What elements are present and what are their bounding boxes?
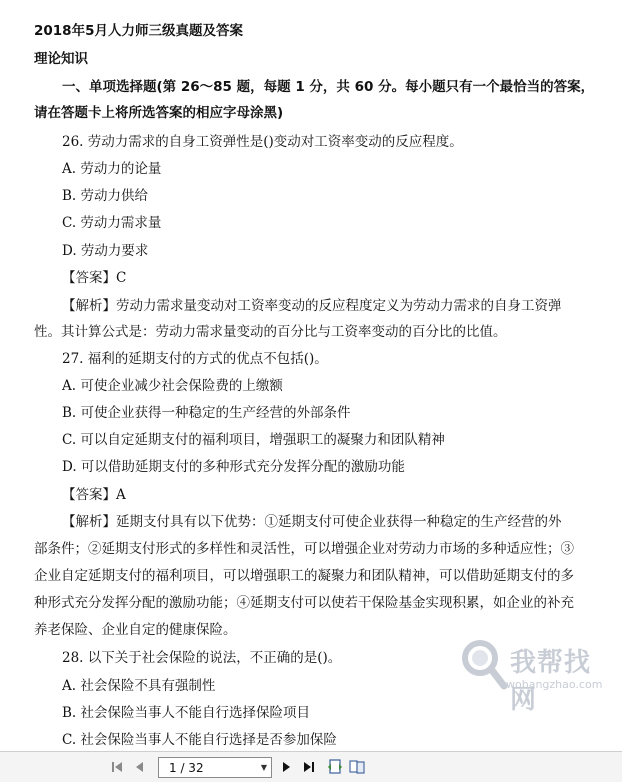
section-heading-line1: 一、单项选择题(第 26～85 题，每题 1 分，共 60 分。每小题只有一个最恰当的答案， xyxy=(62,79,595,95)
question-27-option-a: A. 可使企业减少社会保险费的上缴额 xyxy=(62,378,283,394)
two-page-icon xyxy=(349,759,365,775)
question-26-option-b: B. 劳动力供给 xyxy=(62,188,149,204)
watermark-domain: wobangzhao.com xyxy=(506,678,603,691)
watermark xyxy=(458,630,608,715)
page-indicator: 1 / 32 xyxy=(169,760,204,775)
previous-page-icon xyxy=(132,760,146,774)
last-page-icon xyxy=(302,760,316,774)
question-27-analysis-line4: 种形式充分发挥分配的激励功能；④延期支付可以使若干保险基金实现积累，如企业的补充 xyxy=(34,595,574,611)
first-page-icon xyxy=(110,760,124,774)
question-28-option-c: C. 社会保险当事人不能自行选择是否参加保险 xyxy=(62,732,337,748)
first-page-button[interactable] xyxy=(108,758,126,776)
fit-page-icon xyxy=(327,759,343,775)
question-28-option-a: A. 社会保险不具有强制性 xyxy=(62,678,216,694)
question-26-option-a: A. 劳动力的论量 xyxy=(62,161,162,177)
question-26-option-c: C. 劳动力需求量 xyxy=(62,215,162,231)
chevron-down-icon: ▼ xyxy=(260,763,268,772)
last-page-button[interactable] xyxy=(300,758,318,776)
document-title: 2018年5月人力师三级真题及答案 xyxy=(34,23,243,39)
two-page-view-button[interactable] xyxy=(348,758,366,776)
section-title: 理论知识 xyxy=(34,51,88,67)
question-26-analysis-line1: 【解析】劳动力需求量变动对工资率变动的反应程度定义为劳动力需求的自身工资弹 xyxy=(62,298,562,314)
magnifier-logo-icon xyxy=(458,636,508,696)
question-27-analysis-line2: 部条件；②延期支付形式的多样性和灵活性，可以增强企业对劳动力市场的多种适应性；③ xyxy=(34,541,574,557)
question-27-analysis-line1: 【解析】延期支付具有以下优势：①延期支付可使企业获得一种稳定的生产经营的外 xyxy=(62,514,562,530)
question-28-stem: 28. 以下关于社会保险的说法，不正确的是()。 xyxy=(62,650,342,666)
fit-page-button[interactable] xyxy=(326,758,344,776)
question-27-answer: 【答案】A xyxy=(62,487,126,503)
section-heading-line2: 请在答题卡上将所选答案的相应字母涂黑) xyxy=(34,105,284,121)
question-26-analysis-line2: 性。其计算公式是：劳动力需求量变动的百分比与工资率变动的百分比的比值。 xyxy=(34,324,507,340)
question-26-answer: 【答案】C xyxy=(62,270,127,286)
question-27-option-b: B. 可使企业获得一种稳定的生产经营的外部条件 xyxy=(62,405,351,421)
question-27-analysis-line5: 养老保险、企业自定的健康保险。 xyxy=(34,622,237,638)
question-27-analysis-line3: 企业自定延期支付的福利项目，可以增强职工的凝聚力和团队精神，可以借助延期支付的多 xyxy=(34,568,574,584)
question-26-option-d: D. 劳动力要求 xyxy=(62,243,149,259)
question-28-option-b: B. 社会保险当事人不能自行选择保险项目 xyxy=(62,705,311,721)
previous-page-button[interactable] xyxy=(130,758,148,776)
next-page-button[interactable] xyxy=(278,758,296,776)
viewer-toolbar xyxy=(0,751,622,782)
question-27-option-c: C. 可以自定延期支付的福利项目，增强职工的凝聚力和团队精神 xyxy=(62,432,445,448)
watermark-brand: 我帮找网 xyxy=(510,648,592,715)
question-27-stem: 27. 福利的延期支付的方式的优点不包括()。 xyxy=(62,351,328,367)
question-27-option-d: D. 可以借助延期支付的多种形式充分发挥分配的激励功能 xyxy=(62,459,405,475)
page-selector[interactable] xyxy=(158,757,272,778)
question-26-stem: 26. 劳动力需求的自身工资弹性是()变动对工资率变动的反应程度。 xyxy=(62,134,463,150)
next-page-icon xyxy=(280,760,294,774)
